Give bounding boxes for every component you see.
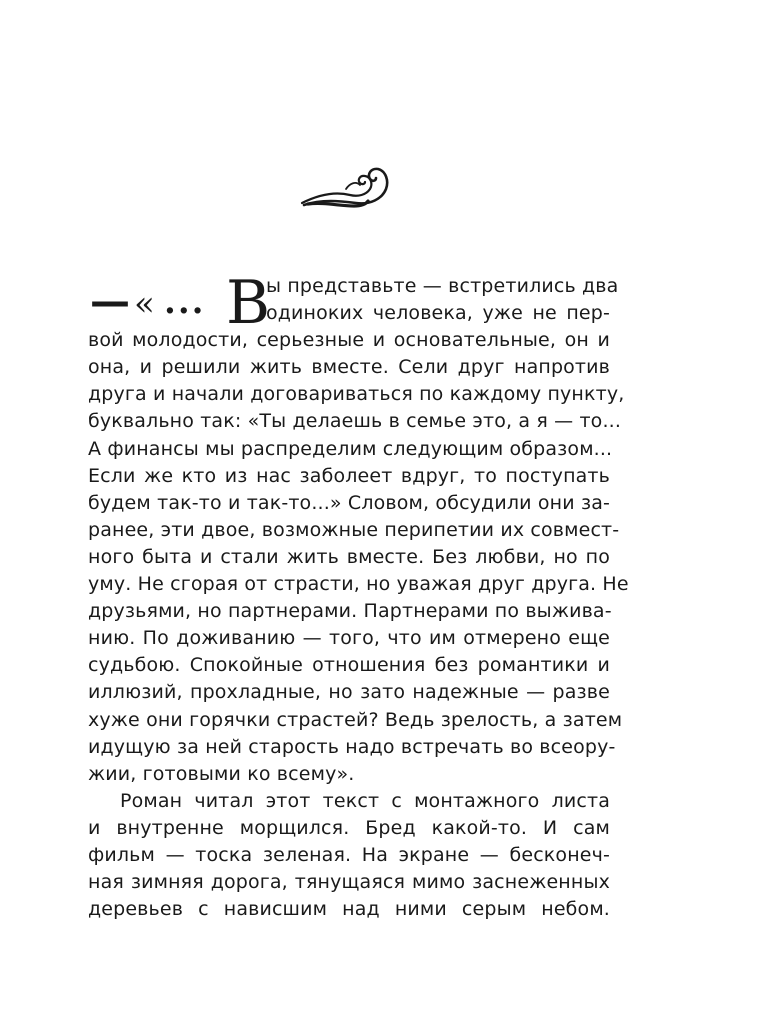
text-line: хуже они горячки страстей? Ведь зрелость, а затем bbox=[88, 708, 623, 731]
text-line: одиноких человека, уже не пер- bbox=[266, 302, 610, 325]
text-line: идущую за ней старость надо встречать во всеору- bbox=[88, 735, 616, 758]
text-line: Если же кто из нас заболеет вдруг, то поступать bbox=[88, 464, 610, 487]
text-line: и внутренне морщился. Бред какой-то. И сам bbox=[88, 816, 610, 839]
book-text bbox=[88, 268, 629, 923]
drop-cap bbox=[88, 268, 271, 338]
text-line: друзьями, но партнерами. Партнерами по выжива- bbox=[88, 600, 612, 623]
text-line: деревьев с нависшим над ними серым небом. bbox=[88, 898, 610, 921]
text-line: ного быта и стали жить вместе. Без любви, но по bbox=[88, 545, 610, 568]
text-line: фильм — тоска зеленая. На экране — бесконеч- bbox=[88, 843, 610, 866]
text-line: будем так-то и так-то...» Словом, обсудили они за- bbox=[88, 491, 610, 514]
text-line: ранее, эти двое, возможные перипетии их совмест- bbox=[88, 518, 620, 541]
text-line: вой молодости, серьезные и основательные, он и bbox=[88, 329, 610, 352]
text-line: нию. По доживанию — того, что им отмерено еще bbox=[88, 627, 610, 650]
drop-cap-letter: В bbox=[226, 268, 271, 338]
paragraph-1 bbox=[88, 268, 629, 788]
text-line: ная зимняя дорога, тянущаяся мимо заснеженных bbox=[88, 871, 610, 894]
text-line: судьбою. Спокойные отношения без романтики и bbox=[88, 654, 610, 677]
paragraph-2 bbox=[88, 788, 610, 923]
text-line: Роман читал этот текст с монтажного листа bbox=[120, 789, 610, 812]
text-line: друга и начали договариваться по каждому пункту, bbox=[88, 383, 625, 406]
text-line: иллюзий, прохладные, но зато надежные — разве bbox=[88, 681, 610, 704]
text-line: она, и решили жить вместе. Сели друг напротив bbox=[88, 356, 610, 379]
text-line: буквально так: «Ты делаешь в семье это, а я — то... bbox=[88, 410, 622, 433]
text-line: жии, готовыми ко всему». bbox=[88, 762, 355, 785]
text-line: А финансы мы распределим следующим образом... bbox=[88, 437, 613, 460]
drop-cap-dash: — bbox=[90, 279, 130, 325]
drop-cap-dots: ... bbox=[164, 282, 206, 322]
text-line: ы представьте — встретились два bbox=[266, 275, 619, 297]
swirl-ornament-icon bbox=[300, 165, 392, 211]
text-line: уму. Не сгорая от страсти, но уважая друг друга. Не bbox=[88, 573, 629, 596]
drop-cap-quote: « bbox=[134, 284, 155, 324]
